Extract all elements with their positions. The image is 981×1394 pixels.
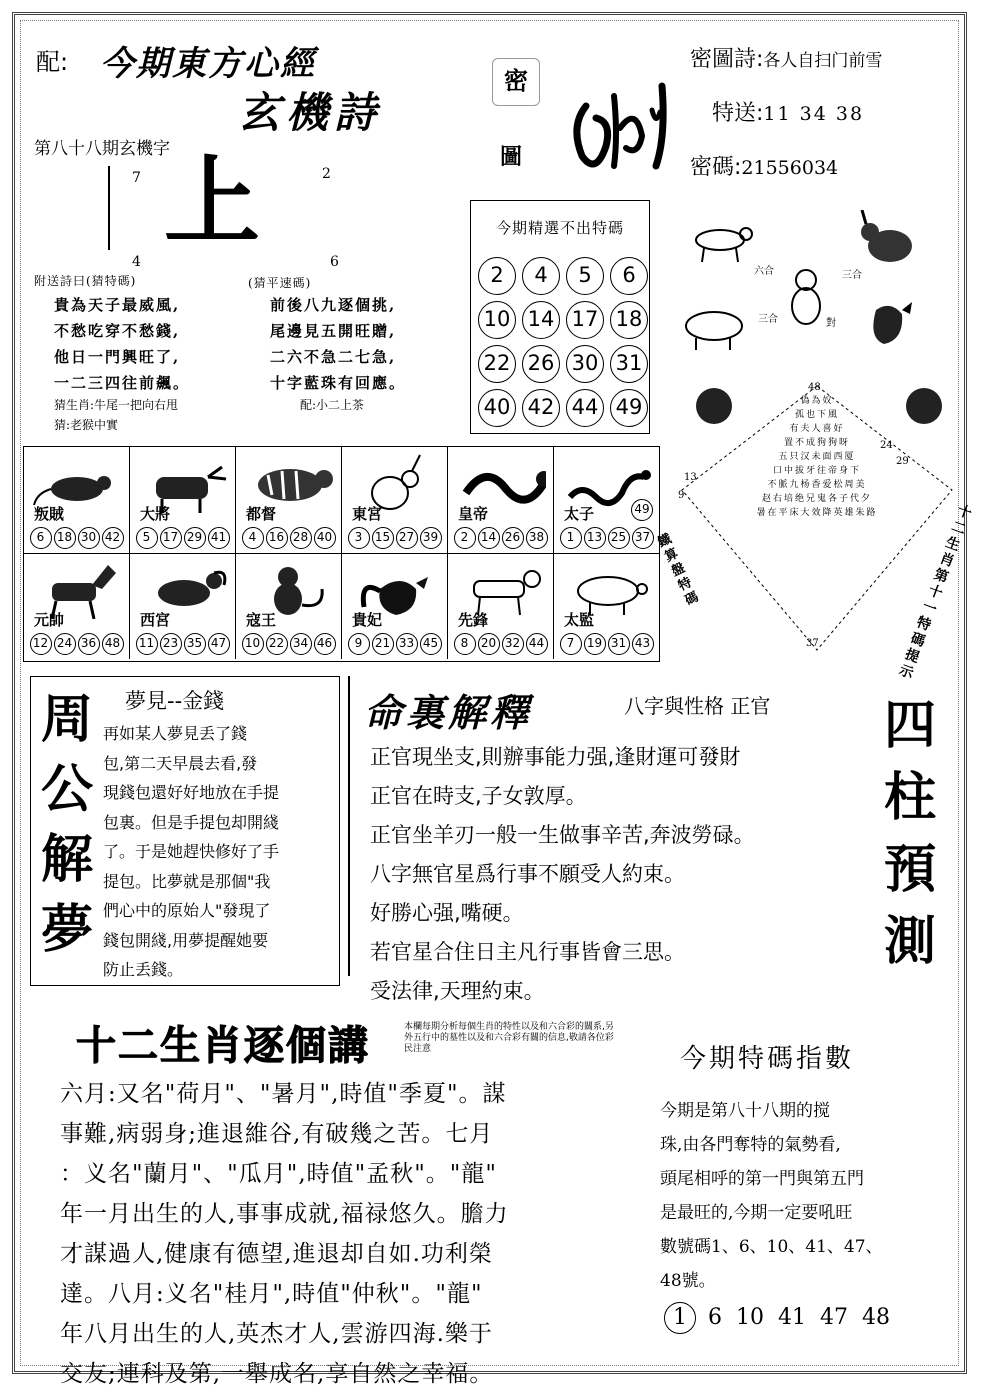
animal-title: 東宮 bbox=[352, 505, 383, 523]
animal-number: 7 bbox=[560, 633, 582, 655]
exclude-number: 6 bbox=[610, 257, 648, 295]
animal-numbers bbox=[236, 526, 341, 549]
pyramid-line: 暑在平床大效降英雄朱路 bbox=[756, 508, 878, 518]
fortune-title: 命裏解釋 bbox=[364, 691, 533, 735]
poem-left-line: 一二三四往前飆。 bbox=[54, 374, 191, 392]
index-body bbox=[660, 1094, 950, 1298]
dream-body bbox=[103, 719, 339, 985]
index-numbers bbox=[664, 1302, 904, 1334]
exclude-numbers-box bbox=[470, 200, 650, 434]
animal-cell bbox=[342, 447, 448, 553]
text-line: 提包。比夢就是那個"我 bbox=[103, 871, 271, 891]
exclude-number: 5 bbox=[566, 257, 604, 295]
animal-cell bbox=[554, 447, 659, 553]
animal-title: 太監 bbox=[564, 611, 595, 629]
animal-number: 19 bbox=[584, 633, 606, 655]
animal-title: 皇帝 bbox=[458, 505, 489, 523]
fortune-side-char: 預 bbox=[883, 840, 936, 900]
poem-left-line: 貴為天子最威風, bbox=[54, 296, 181, 314]
text-line: 數號碼1、6、10、41、47、 bbox=[660, 1237, 883, 1257]
dream-side-char: 夢 bbox=[40, 900, 93, 960]
dog-sketch-icon bbox=[696, 228, 752, 262]
xuanji-box bbox=[108, 146, 358, 258]
dream-section bbox=[30, 676, 340, 986]
animal-cell bbox=[448, 553, 554, 659]
text-line: 48號。 bbox=[660, 1271, 716, 1291]
animal-number: 16 bbox=[266, 527, 288, 549]
animal-cell bbox=[24, 447, 130, 553]
zodiac-article-title: 十二生肖逐個講 bbox=[76, 1023, 370, 1069]
exclude-number: 31 bbox=[610, 345, 648, 383]
animal-number: 17 bbox=[160, 527, 182, 549]
animal-numbers bbox=[130, 526, 235, 549]
text-line: 受法律,天理約束。 bbox=[370, 979, 545, 1003]
xuanji-pei-note: 配:小二上茶 bbox=[300, 398, 365, 412]
animal-number: 26 bbox=[502, 527, 524, 549]
animal-number: 28 bbox=[290, 527, 312, 549]
title-dongfang: 今期東方心經 bbox=[100, 44, 316, 84]
exclude-number: 18 bbox=[610, 301, 648, 339]
text-line: 事難,病弱身;進退維谷,有破幾之苦。七月 bbox=[60, 1121, 494, 1147]
exclude-number: 22 bbox=[478, 345, 516, 383]
fortune-divider bbox=[348, 676, 350, 976]
animal-numbers bbox=[554, 526, 659, 549]
fortune-side-char: 測 bbox=[883, 912, 936, 972]
text-line: 八字無官星爲行事不願受人約束。 bbox=[370, 862, 685, 886]
zodiac-animals-sketch bbox=[680, 210, 950, 390]
animal-numbers bbox=[554, 632, 659, 655]
exclude-grid bbox=[475, 254, 655, 430]
xuanji-left-note: 附送詩曰(猜特碼) bbox=[34, 274, 137, 288]
exclude-number: 42 bbox=[522, 389, 560, 427]
special-send-numbers: 11 34 38 bbox=[763, 103, 865, 125]
poem-right-line: 二六不急二七急, bbox=[270, 348, 397, 366]
animal-number: 10 bbox=[242, 633, 264, 655]
exclude-number: 49 bbox=[610, 389, 648, 427]
text-line: 好勝心强,嘴硬。 bbox=[370, 901, 524, 925]
animal-numbers bbox=[342, 526, 447, 549]
animal-number: 31 bbox=[608, 633, 630, 655]
animal-number: 23 bbox=[160, 633, 182, 655]
animal-cell bbox=[448, 447, 554, 553]
animal-number: 4 bbox=[242, 527, 264, 549]
animal-number: 39 bbox=[420, 527, 442, 549]
pyramid-line: 五只汉未面西厦 bbox=[778, 452, 856, 462]
animal-number: 38 bbox=[526, 527, 548, 549]
exclude-number: 17 bbox=[566, 301, 604, 339]
fortune-side-title bbox=[880, 690, 940, 978]
pyramid-vertical-left: 鐵算盤特碼 bbox=[655, 531, 702, 609]
text-line: 正官坐羊刃一般一生做事辛苦,奔波勞碌。 bbox=[370, 823, 755, 847]
secret-brush-figure bbox=[556, 66, 676, 176]
dream-side-title bbox=[37, 685, 97, 965]
pyramid-top-number: 48 bbox=[808, 382, 821, 393]
animal-number: 15 bbox=[372, 527, 394, 549]
xuanji-corner-tl: 7 bbox=[132, 170, 141, 186]
animal-number: 3 bbox=[348, 527, 370, 549]
animal-cell bbox=[236, 553, 342, 659]
mitu-poem-text: 各人自扫门前雪 bbox=[763, 51, 883, 71]
exclude-number: 26 bbox=[522, 345, 560, 383]
exclude-number: 10 bbox=[478, 301, 516, 339]
animal-number: 45 bbox=[420, 633, 442, 655]
animal-number: 18 bbox=[54, 527, 76, 549]
animal-cell bbox=[130, 447, 236, 553]
animal-title: 太子 bbox=[564, 505, 595, 523]
secret-code-value: 21556034 bbox=[741, 157, 839, 179]
animal-number: 30 bbox=[78, 527, 100, 549]
secret-code bbox=[690, 150, 838, 181]
animal-number: 12 bbox=[30, 633, 52, 655]
text-line: 今期是第八十八期的搅 bbox=[660, 1101, 830, 1121]
animal-number: 48 bbox=[102, 633, 124, 655]
index-number: 10 bbox=[736, 1305, 764, 1330]
animal-number: 20 bbox=[478, 633, 500, 655]
animal-numbers bbox=[448, 632, 553, 655]
animal-cell bbox=[130, 553, 236, 659]
rooster-sketch-icon bbox=[873, 302, 912, 344]
animal-title: 西宮 bbox=[140, 611, 171, 629]
poem-right-line: 前後八九逐個挑, bbox=[270, 296, 397, 314]
index-number: 1 bbox=[664, 1302, 696, 1334]
exclude-number: 14 bbox=[522, 301, 560, 339]
index-number: 6 bbox=[708, 1305, 722, 1330]
animal-number: 1 bbox=[560, 527, 582, 549]
animal-number: 5 bbox=[136, 527, 158, 549]
poem-right-line: 十字藍珠有回應。 bbox=[270, 374, 407, 392]
animal-title: 元帥 bbox=[34, 611, 65, 629]
exclude-number: 4 bbox=[522, 257, 560, 295]
dream-side-char: 公 bbox=[40, 760, 93, 820]
exclude-number: 2 bbox=[478, 257, 516, 295]
animal-number: 11 bbox=[136, 633, 158, 655]
animal-number: 47 bbox=[208, 633, 230, 655]
animal-numbers bbox=[448, 526, 553, 549]
text-line: ：义名"蘭月"、"瓜月",時值"孟秋"。"龍" bbox=[60, 1161, 497, 1187]
animal-number: 21 bbox=[372, 633, 394, 655]
pyramid-left-number-1: 13 bbox=[684, 472, 697, 483]
fortune-side-char: 柱 bbox=[883, 768, 936, 828]
liuhe-label: 六合 bbox=[754, 266, 774, 277]
pyramid-left-number-2: 9 bbox=[678, 490, 685, 501]
animal-number: 46 bbox=[314, 633, 336, 655]
dream-heading: 夢見--金錢 bbox=[125, 689, 225, 713]
xuanji-corner-br: 6 bbox=[330, 254, 339, 270]
animal-number: 2 bbox=[454, 527, 476, 549]
animal-number: 25 bbox=[608, 527, 630, 549]
pyramid-bottom-number: 37 bbox=[806, 638, 819, 649]
animal-number: 8 bbox=[454, 633, 476, 655]
animal-number: 34 bbox=[290, 633, 312, 655]
animal-numbers bbox=[24, 526, 129, 549]
text-line: 交友;連科及第,一舉成名,享自然之幸福。 bbox=[60, 1361, 494, 1387]
dream-side-char: 周 bbox=[40, 690, 93, 750]
zodiac-pyramid-poem bbox=[655, 380, 974, 683]
animal-title: 先鋒 bbox=[458, 611, 489, 629]
text-line: 才謀過人,健康有德望,進退却自如.功利榮 bbox=[60, 1241, 493, 1267]
pyramid-line: 不脈九杨香爱松周美 bbox=[767, 480, 867, 490]
text-line: 了。于是她趕快修好了手 bbox=[103, 842, 280, 861]
title-xuanji: 玄機詩 bbox=[238, 88, 383, 137]
special-send-label: 特送: bbox=[712, 101, 764, 126]
animal-cell bbox=[342, 553, 448, 659]
poem-right-line: 尾邊見五開旺贈, bbox=[270, 322, 397, 340]
text-line: 現錢包還好好地放在手提 bbox=[103, 783, 280, 802]
text-line: 錢包開綫,用夢提醒她要 bbox=[103, 930, 269, 950]
pyramid-right-number-1: 24 bbox=[880, 440, 893, 451]
xuanji-bracket-left bbox=[108, 166, 110, 250]
animal-title: 都督 bbox=[246, 505, 277, 523]
poem-left-line: 他日一門興旺了, bbox=[54, 348, 181, 366]
animal-title: 寇王 bbox=[246, 611, 277, 629]
sanhe-label: 三合 bbox=[842, 270, 862, 281]
pei-prefix: 配: bbox=[36, 48, 69, 76]
xuanji-right-note: (猜平速碼) bbox=[248, 276, 312, 290]
xuanji-guess-2: 猜:老猴中實 bbox=[54, 418, 119, 432]
monkey-sketch-icon bbox=[792, 270, 820, 324]
xuanji-heading: 第八十八期玄機字 bbox=[34, 139, 170, 159]
poem-left-line: 不愁吃穿不愁錢, bbox=[54, 322, 181, 340]
xuanji-poem-left bbox=[54, 292, 254, 396]
rabbit-sketch-icon bbox=[861, 210, 912, 262]
xuanji-corner-tr: 2 bbox=[322, 166, 331, 182]
animal-title: 大將 bbox=[140, 505, 171, 523]
text-line: 珠,由各門奪特的氣勢看, bbox=[660, 1135, 841, 1155]
exclude-title: 今期精選不出特碼 bbox=[495, 219, 624, 237]
animal-cell bbox=[554, 553, 659, 659]
mitu-badge-2: 圖 bbox=[500, 144, 523, 170]
animal-number: 36 bbox=[78, 633, 100, 655]
exclude-number: 30 bbox=[566, 345, 604, 383]
animal-number: 9 bbox=[348, 633, 370, 655]
animal-number: 33 bbox=[396, 633, 418, 655]
text-line: 正官在時支,子女敦厚。 bbox=[370, 784, 587, 808]
pig-sketch-icon bbox=[686, 312, 742, 350]
text-line: 達。八月:义名"桂月",時值"仲秋"。"龍" bbox=[60, 1281, 483, 1307]
secret-code-label: 密碼: bbox=[690, 155, 742, 180]
text-line: 是最旺的,今期一定要吼旺 bbox=[660, 1203, 853, 1223]
text-line: 年八月出生的人,英杰才人,雲游四海.樂于 bbox=[60, 1321, 493, 1347]
mitu-badge-1: 密 bbox=[492, 58, 540, 106]
fortune-side-char: 四 bbox=[883, 696, 936, 756]
animal-number: 42 bbox=[102, 527, 124, 549]
xuanji-corner-bl: 4 bbox=[132, 254, 141, 270]
zodiac-article-note: 本欄每期分析每個生肖的特性以及和六合彩的關系,另外五行中的墓性以及和六合彩有關的信息,敬請各位彩民注意 bbox=[404, 1022, 614, 1054]
animal-number: 22 bbox=[266, 633, 288, 655]
fortune-body bbox=[370, 738, 870, 1011]
index-number: 41 bbox=[778, 1305, 806, 1330]
animal-extra-number: 49 bbox=[631, 499, 653, 521]
animal-title: 貴妃 bbox=[352, 611, 383, 629]
zodiac-relation-graphic bbox=[680, 210, 950, 390]
xuanji-poem-right bbox=[270, 292, 470, 396]
exclude-number: 40 bbox=[478, 389, 516, 427]
pyramid-line: 偽為奴 bbox=[800, 396, 834, 406]
zodiac-animal-table bbox=[23, 446, 660, 662]
index-number: 47 bbox=[820, 1305, 848, 1330]
animal-number: 43 bbox=[632, 633, 654, 655]
animal-numbers bbox=[236, 632, 341, 655]
special-send bbox=[712, 96, 864, 127]
text-line: 再如某人夢見丢了錢 bbox=[103, 724, 248, 743]
text-line: 防止丢錢。 bbox=[103, 960, 184, 979]
animal-number: 40 bbox=[314, 527, 336, 549]
animal-cell bbox=[236, 447, 342, 553]
pyramid-line: 口中拔牙往帝身下 bbox=[772, 466, 861, 476]
mitu-poem bbox=[690, 42, 882, 73]
animal-number: 44 bbox=[526, 633, 548, 655]
text-line: 頭尾相呼的第一門與第五門 bbox=[660, 1169, 864, 1189]
text-line: 年一月出生的人,事事成就,福禄悠久。膽力 bbox=[60, 1201, 509, 1227]
zodiac-article-body bbox=[60, 1074, 640, 1394]
animal-number: 35 bbox=[184, 633, 206, 655]
pyramid-line: 赵右培绝兄鬼各子代夕 bbox=[761, 494, 872, 504]
pyramid-lines bbox=[712, 394, 922, 520]
animal-number: 14 bbox=[478, 527, 500, 549]
pyramid-vertical-right: 十二生肖第十一特碼提示 bbox=[896, 502, 974, 683]
animal-number: 37 bbox=[632, 527, 654, 549]
text-line: 正官現坐支,則辦事能力强,逢財運可發財 bbox=[370, 745, 741, 769]
text-line: 們心中的原始人"發現了 bbox=[103, 901, 271, 920]
animal-number: 32 bbox=[502, 633, 524, 655]
text-line: 若官星合住日主凡行事皆會三思。 bbox=[370, 940, 685, 964]
animal-cell bbox=[24, 553, 130, 659]
pyramid-right-number-2: 29 bbox=[896, 456, 909, 467]
animal-numbers bbox=[342, 632, 447, 655]
text-line: 包裏。但是手提包却開綫 bbox=[103, 812, 280, 832]
text-line: 包,第二天早晨去看,發 bbox=[103, 753, 258, 773]
animal-number: 27 bbox=[396, 527, 418, 549]
animal-title: 叛賊 bbox=[34, 505, 65, 523]
fortune-subtitle: 八字與性格 正官 bbox=[624, 694, 771, 718]
pyramid-line: 孤也下風 bbox=[794, 410, 839, 420]
animal-number: 13 bbox=[584, 527, 606, 549]
index-title: 今期特碼指數 bbox=[680, 1044, 855, 1074]
xuanji-guess-zodiac: 猜生肖:牛尾一把向右甩 bbox=[54, 398, 179, 412]
dui-label: 對 bbox=[826, 318, 836, 329]
animal-numbers bbox=[24, 632, 129, 655]
animal-number: 41 bbox=[208, 527, 230, 549]
animal-number: 29 bbox=[184, 527, 206, 549]
sanhe-label-2: 三合 bbox=[758, 314, 778, 325]
animal-numbers bbox=[130, 632, 235, 655]
dream-side-char: 解 bbox=[40, 830, 93, 890]
text-line: 六月:又名"荷月"、"暑月",時值"季夏"。謀 bbox=[60, 1081, 507, 1107]
animal-number: 24 bbox=[54, 633, 76, 655]
xuanji-character: 上 bbox=[164, 146, 260, 258]
index-number: 48 bbox=[862, 1305, 890, 1330]
mitu-poem-label: 密圖詩: bbox=[690, 47, 764, 72]
exclude-number: 44 bbox=[566, 389, 604, 427]
pyramid-line: 置不成狗狗呀 bbox=[783, 438, 850, 448]
animal-number: 6 bbox=[30, 527, 52, 549]
pyramid-line: 有夫人喜好 bbox=[789, 424, 845, 434]
